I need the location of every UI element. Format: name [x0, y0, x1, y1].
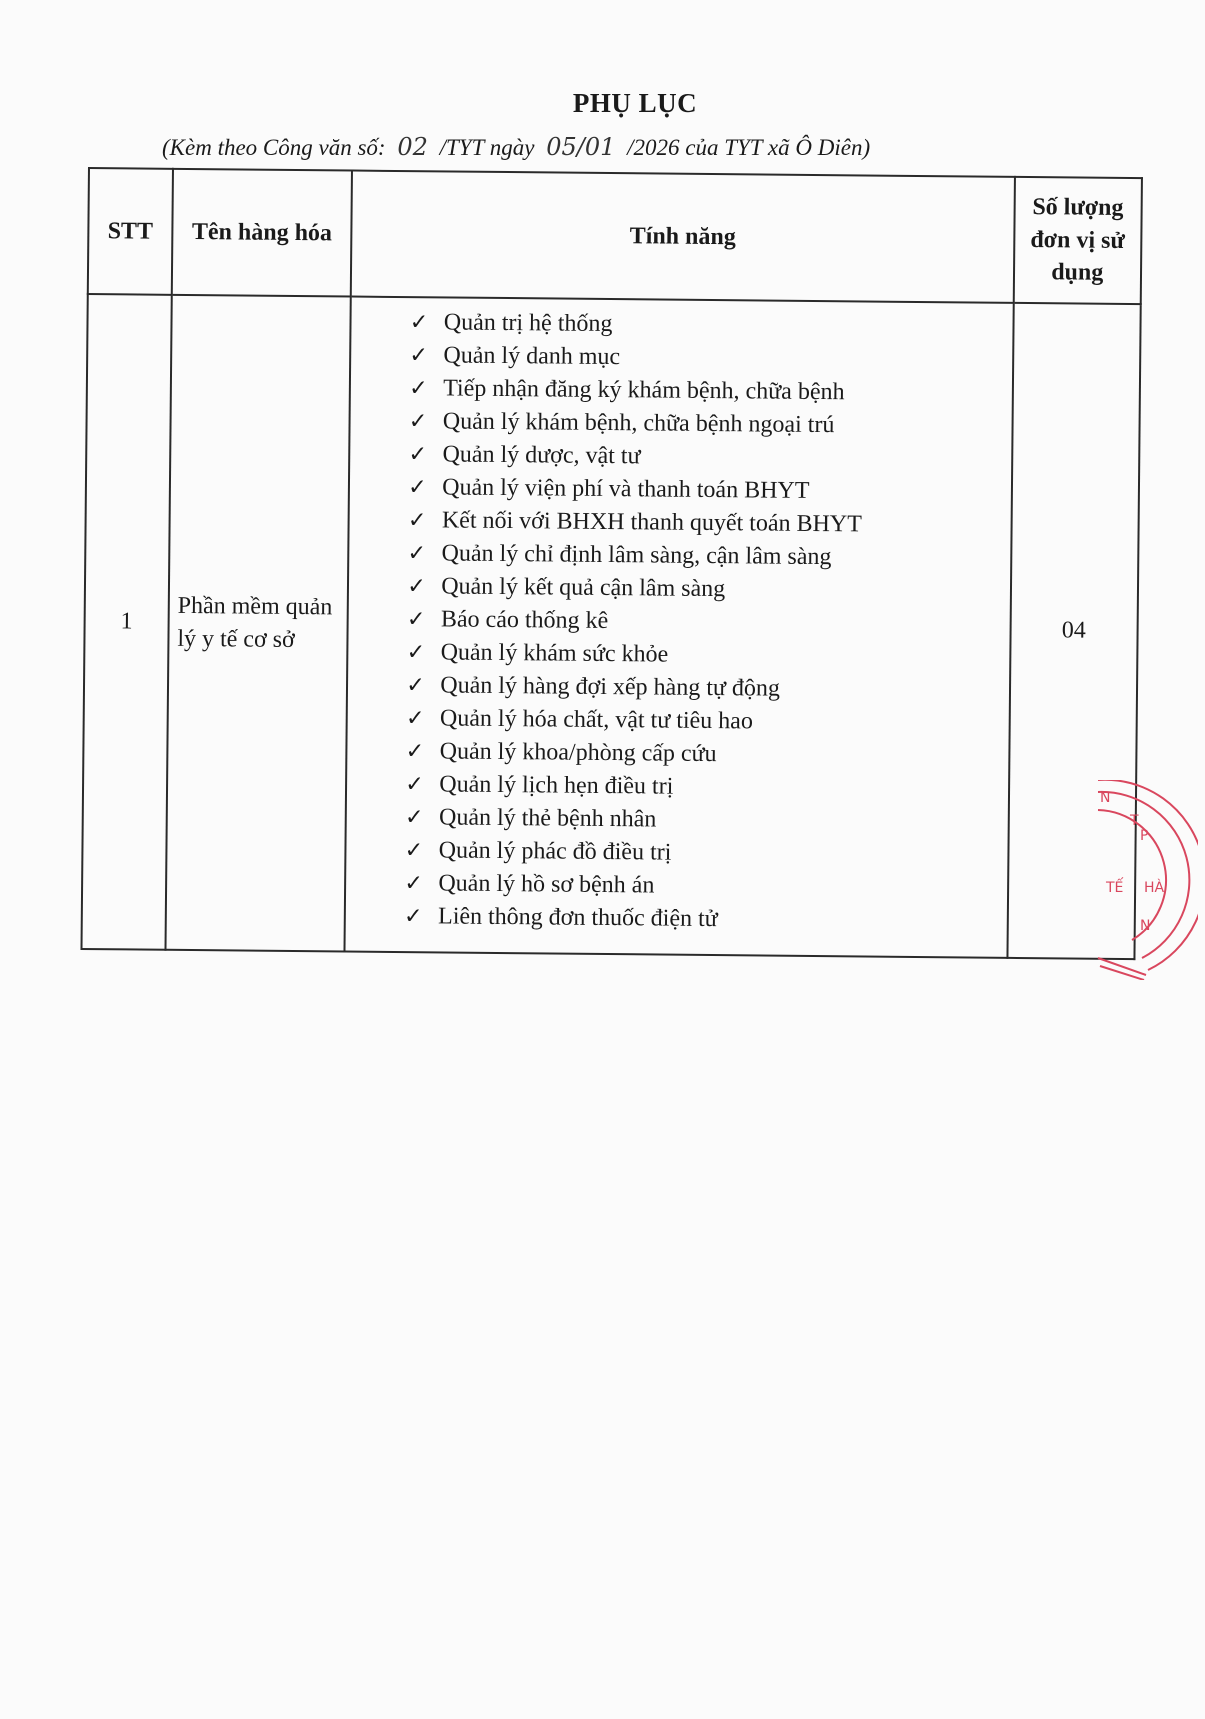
table-header-row	[88, 168, 1142, 304]
feature-label: Quản lý danh mục	[443, 342, 621, 371]
seal-letter: HÀ	[1144, 880, 1165, 896]
feature-label: Liên thông đơn thuốc điện tử	[437, 903, 718, 933]
cell-features	[345, 297, 1014, 958]
check-mark-icon: ✓	[409, 376, 428, 402]
feature-label: Quản lý phác đồ điều trị	[438, 837, 672, 866]
seal-letter: N	[1100, 790, 1111, 806]
seal-letter: N	[1140, 918, 1151, 934]
feature-label: Quản lý viện phí và thanh toán BHYT	[442, 474, 810, 504]
header-stt: STT	[88, 168, 173, 295]
feature-label: Quản lý thẻ bệnh nhân	[438, 804, 657, 833]
seal-letter: TẾ	[1106, 880, 1124, 896]
cell-product-name: Phần mềm quản lý y tế cơ sở	[165, 295, 351, 952]
feature-label: Quản lý khám bệnh, chữa bệnh ngoại trú	[442, 408, 835, 439]
check-mark-icon: ✓	[406, 673, 425, 699]
feature-label: Quản lý hàng đợi xếp hàng tự động	[440, 672, 781, 702]
cell-stt: 1	[81, 294, 171, 950]
feature-label: Kết nối với BHXH thanh quyết toán BHYT	[441, 507, 862, 538]
check-mark-icon: ✓	[404, 805, 424, 831]
subtitle-mid: /TYT ngày	[439, 135, 535, 160]
check-mark-icon: ✓	[409, 343, 429, 369]
check-mark-icon: ✓	[407, 508, 427, 534]
feature-list	[404, 306, 1002, 939]
subtitle-suffix: /2026 của TYT xã Ô Diên)	[627, 135, 871, 160]
header-features: Tính năng	[351, 171, 1014, 303]
feature-label: Quản lý chỉ định lâm sàng, cận lâm sàng	[441, 540, 832, 571]
check-mark-icon: ✓	[407, 541, 427, 567]
seal-letter: T	[1130, 813, 1139, 829]
official-seal-stamp	[1088, 780, 1198, 980]
seal-letter: P	[1140, 828, 1149, 844]
feature-label: Báo cáo thống kê	[440, 606, 609, 635]
feature-item	[404, 900, 997, 939]
document-title: PHỤ LỤC	[572, 88, 698, 118]
check-mark-icon: ✓	[408, 475, 427, 501]
feature-label: Tiếp nhận đăng ký khám bệnh, chữa bệnh	[443, 375, 845, 406]
appendix-table	[80, 167, 1142, 960]
feature-label: Quản lý kết quả cận lâm sàng	[441, 573, 726, 603]
check-mark-icon: ✓	[406, 607, 426, 633]
handwritten-doc-number: 02	[397, 133, 428, 161]
header-product-name: Tên hàng hóa	[172, 169, 353, 297]
feature-label: Quản lý khoa/phòng cấp cứu	[439, 738, 717, 768]
feature-label: Quản lý khám sức khỏe	[440, 639, 669, 668]
handwritten-doc-date: 05/01	[546, 133, 616, 161]
check-mark-icon: ✓	[403, 904, 423, 930]
check-mark-icon: ✓	[404, 838, 424, 864]
feature-label: Quản lý hồ sơ bệnh án	[438, 870, 655, 899]
table-row	[81, 294, 1140, 959]
feature-label: Quản lý dược, vật tư	[442, 441, 641, 470]
cell-quantity: 04	[1007, 303, 1141, 959]
check-mark-icon: ✓	[405, 739, 425, 765]
feature-label: Quản lý hóa chất, vật tư tiêu hao	[439, 705, 754, 735]
feature-label: Quản lý lịch hẹn điều trị	[439, 771, 674, 800]
document-subtitle	[162, 133, 992, 161]
check-mark-icon: ✓	[404, 871, 423, 897]
check-mark-icon: ✓	[405, 772, 424, 798]
check-mark-icon: ✓	[409, 310, 429, 336]
check-mark-icon: ✓	[405, 706, 425, 732]
subtitle-prefix: (Kèm theo Công văn số:	[162, 135, 386, 160]
header-quantity: Số lượng đơn vị sử dụng	[1013, 177, 1142, 304]
check-mark-icon: ✓	[406, 640, 426, 666]
check-mark-icon: ✓	[408, 409, 428, 435]
feature-label: Quản trị hệ thống	[443, 309, 613, 338]
check-mark-icon: ✓	[407, 574, 426, 600]
check-mark-icon: ✓	[408, 442, 428, 468]
